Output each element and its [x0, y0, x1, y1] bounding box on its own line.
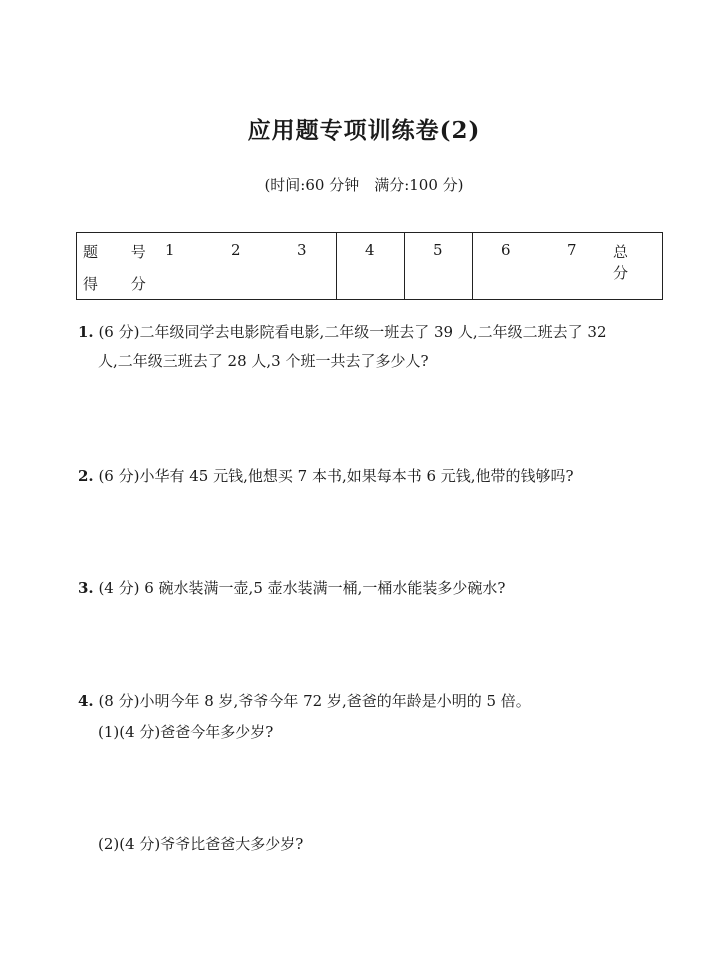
exam-info: (时间:60 分钟 满分:100 分) [264, 176, 464, 194]
question-number-7: 7 [567, 241, 577, 259]
question-1-text-line2: 人,二年级三班去了 28 人,3 个班一共去了多少人? [98, 352, 429, 370]
question-number-3: 3 [297, 241, 307, 259]
row-label-question-number: 题 号 [83, 243, 160, 261]
question-4-part-1: (1)(4 分)爸爸今年多少岁? [98, 723, 274, 741]
question-number-5: 5 [433, 241, 443, 259]
score-cell-5[interactable] [405, 233, 473, 300]
question-4-part-2: (2)(4 分)爷爷比爸爸大多少岁? [98, 835, 304, 853]
question-1-text: (6 分)二年级同学去电影院看电影,二年级一班去了 39 人,二年级二班去了 32 [98, 323, 607, 341]
score-table [76, 232, 663, 300]
question-number-6: 6 [501, 241, 511, 259]
score-table-right-cell [473, 233, 663, 300]
question-2-number: 2. [78, 467, 94, 485]
question-3-number: 3. [78, 579, 94, 597]
row-label-score: 得 分 [83, 275, 160, 293]
question-2 [78, 462, 574, 491]
question-4-number: 4. [78, 692, 94, 710]
page-title: 应用题专项训练卷(2) [247, 117, 481, 144]
question-3 [78, 574, 505, 603]
question-number-2: 2 [231, 241, 241, 259]
question-number-4: 4 [365, 241, 375, 259]
question-3-text: (4 分) 6 碗水装满一壶,5 壶水装满一桶,一桶水能装多少碗水? [98, 579, 506, 597]
question-number-1: 1 [165, 241, 175, 259]
total-score-label: 总 分 [613, 243, 643, 282]
question-1-number: 1. [78, 323, 94, 341]
score-cell-4[interactable] [337, 233, 405, 300]
question-2-text: (6 分)小华有 45 元钱,他想买 7 本书,如果每本书 6 元钱,他带的钱够吗? [98, 467, 574, 485]
question-4-text: (8 分)小明今年 8 岁,爷爷今年 72 岁,爸爸的年龄是小明的 5 倍。 [98, 692, 531, 710]
score-table-left-cell [77, 233, 337, 300]
question-1 [78, 318, 607, 376]
question-4 [78, 687, 531, 716]
